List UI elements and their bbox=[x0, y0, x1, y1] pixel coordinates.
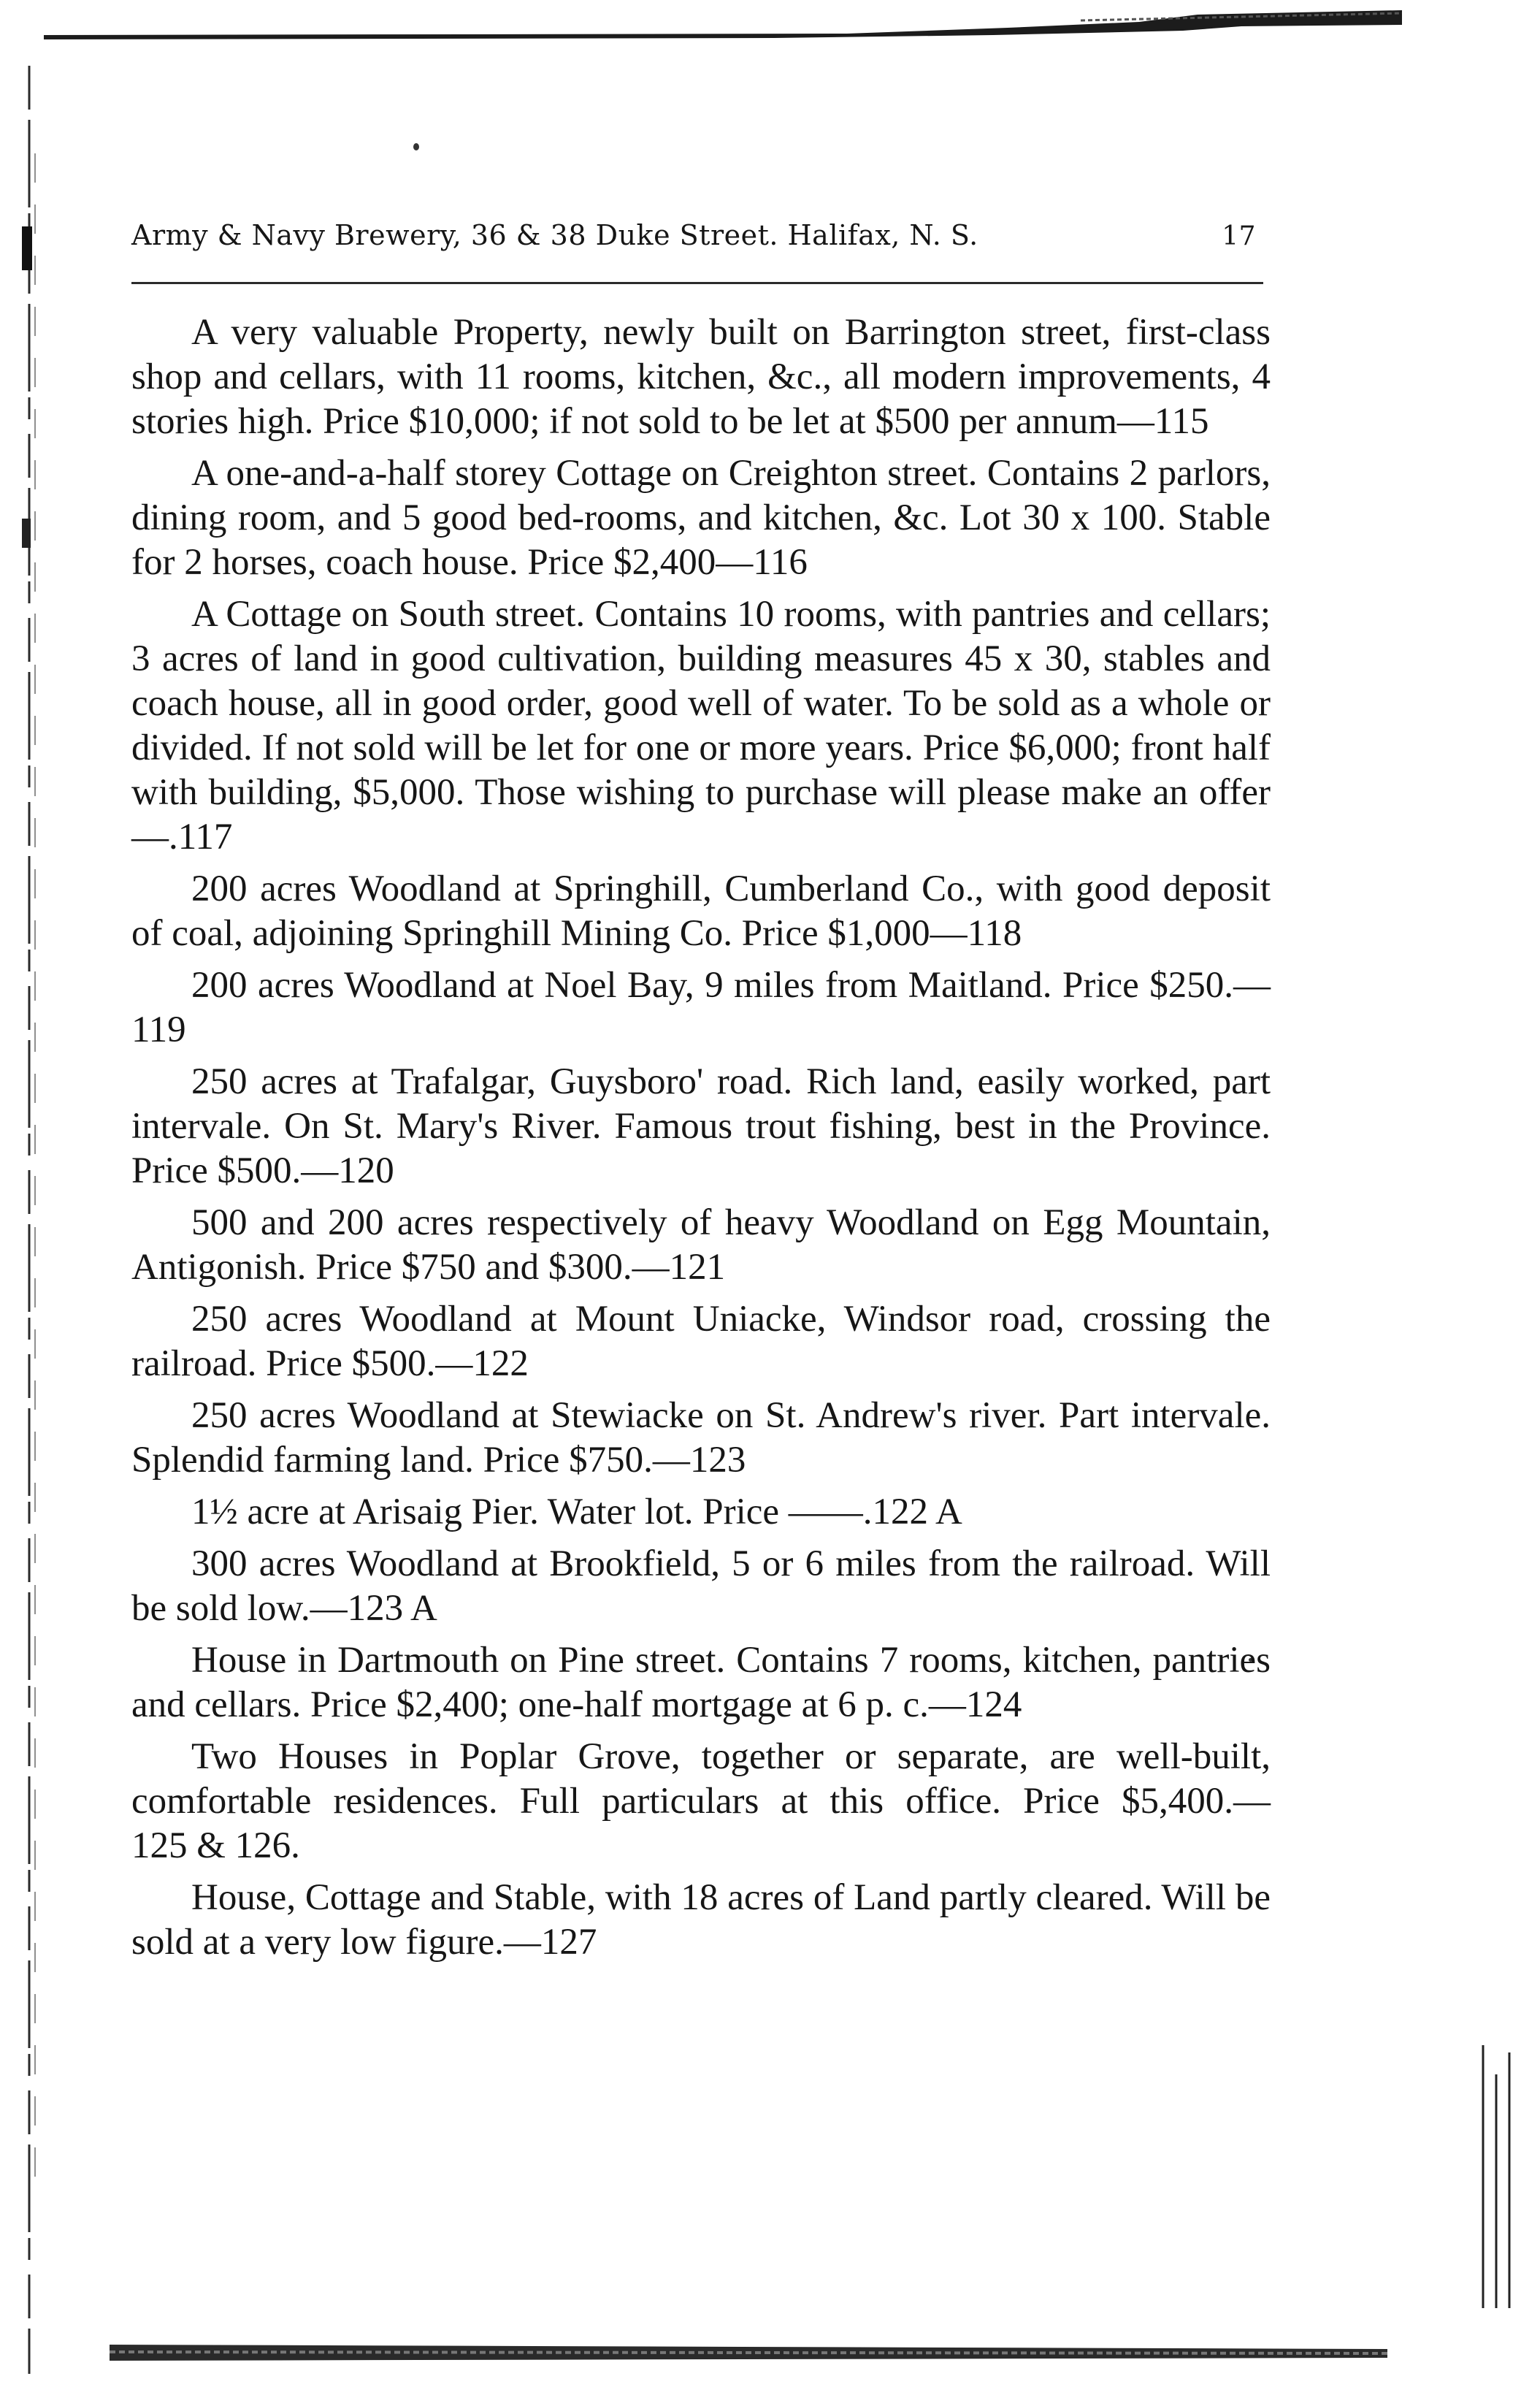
listing-ref-number: 115 bbox=[1154, 401, 1209, 442]
property-listing bbox=[131, 1735, 1271, 1868]
scan-edge-bottom bbox=[110, 2336, 1387, 2365]
listing-text: House in Dartmouth on Pine street. Contains 7 rooms, kitchen, pantries and cellars. Price $2,400; one-half mortgage at 6 p. c.— bbox=[131, 1640, 1271, 1725]
listing-ref-number: 127 bbox=[540, 1922, 597, 1963]
listing-ref-number: 120 bbox=[338, 1150, 394, 1191]
listing-ref-number: 119 bbox=[131, 1009, 186, 1050]
listing-ref-number: 116 bbox=[753, 542, 808, 583]
property-listing bbox=[131, 867, 1271, 956]
listing-ref-number: 122 bbox=[472, 1343, 529, 1384]
scan-edge-top bbox=[44, 6, 1402, 53]
listing-ref-number: 118 bbox=[967, 913, 1022, 954]
listing-text: 250 acres Woodland at Mount Uniacke, Windsor road, crossing the railroad. Price $500.— bbox=[131, 1299, 1271, 1384]
property-listing bbox=[131, 592, 1271, 860]
listing-text: 300 acres Woodland at Brookfield, 5 or 6 miles from the railroad. Will be sold low.— bbox=[131, 1543, 1271, 1629]
running-title: Army & Navy Brewery, 36 & 38 Duke Street. Halifax, N. S. bbox=[131, 219, 978, 251]
property-listing bbox=[131, 1394, 1271, 1483]
listing-ref-number: 124 bbox=[965, 1684, 1022, 1725]
property-listing bbox=[131, 1542, 1271, 1631]
listing-ref-number: 117 bbox=[177, 817, 233, 858]
property-listing bbox=[131, 1490, 1271, 1535]
listing-ref-number: 123 A bbox=[347, 1588, 437, 1629]
listing-text: A Cottage on South street. Contains 10 rooms, with pantries and cellars; 3 acres of land in good cultivation, building measures 45 x 30, stables and coach house, all in good order, good well of water. To be sold as a whole or divided. If not sold will be let for one or more years. Price $6,000; front half with building, $5,000. Those wishing to purchase will please make an offer—. bbox=[131, 594, 1271, 858]
listing-text: 250 acres at Trafalgar, Guysboro' road. Rich land, easily worked, part intervale. On St. Mary's River. Famous trout fishing, best in the Province. Price $500.— bbox=[131, 1061, 1271, 1191]
listing-text: House, Cottage and Stable, with 18 acres of Land partly cleared. Will be sold at a very low figure.— bbox=[131, 1877, 1271, 1963]
listing-text: 1½ acre at Arisaig Pier. Water lot. Price ——. bbox=[191, 1492, 873, 1532]
listing-text: Two Houses in Poplar Grove, together or separate, are well-built, comfortable residences. Full particulars at this office. Price $5,400.— bbox=[131, 1736, 1271, 1822]
listing-ref-number: 121 bbox=[669, 1247, 726, 1288]
listing-text: 200 acres Woodland at Noel Bay, 9 miles from Maitland. Price $250.— bbox=[191, 965, 1271, 1006]
property-listing bbox=[131, 451, 1271, 585]
header-rule bbox=[131, 282, 1263, 284]
property-listing bbox=[131, 1201, 1271, 1290]
property-listing bbox=[131, 1297, 1271, 1386]
property-listing bbox=[131, 1876, 1271, 1965]
running-head bbox=[131, 219, 1271, 263]
property-listing bbox=[131, 1060, 1271, 1194]
listing-text: 250 acres Woodland at Stewiacke on St. Andrew's river. Part intervale. Splendid farming land. Price $750.— bbox=[131, 1395, 1271, 1481]
listing-text: A one-and-a-half storey Cottage on Creighton street. Contains 2 parlors, dining room, and 5 good bed-rooms, and kitchen, &c. Lot 30 x 100. Stable for 2 horses, coach house. Price $2,400— bbox=[131, 453, 1271, 583]
catalogue-page bbox=[131, 219, 1271, 2279]
property-listings bbox=[131, 310, 1271, 1965]
listing-text: 500 and 200 acres respectively of heavy Woodland on Egg Mountain, Antigonish. Price $750 and $300.— bbox=[131, 1202, 1271, 1288]
listing-ref-number: 122 A bbox=[872, 1492, 962, 1532]
listing-text: A very valuable Property, newly built on Barrington street, first-class shop and cellars, with 11 rooms, kitchen, &c., all modern improvements, 4 stories high. Price $10,000; if not sold to be let at $500 per annum— bbox=[131, 312, 1271, 442]
scan-edge-left bbox=[22, 66, 51, 2374]
page-number: 17 bbox=[1222, 221, 1256, 251]
scan-speck bbox=[413, 143, 419, 150]
property-listing bbox=[131, 310, 1271, 444]
property-listing bbox=[131, 963, 1271, 1053]
listing-ref-number: 123 bbox=[689, 1440, 746, 1481]
scan-edge-right bbox=[1474, 2045, 1518, 2308]
listing-text: 200 acres Woodland at Springhill, Cumberland Co., with good deposit of coal, adjoining Springhill Mining Co. Price $1,000— bbox=[131, 868, 1271, 954]
listing-ref-number: 125 & 126. bbox=[131, 1825, 300, 1866]
property-listing bbox=[131, 1638, 1271, 1727]
